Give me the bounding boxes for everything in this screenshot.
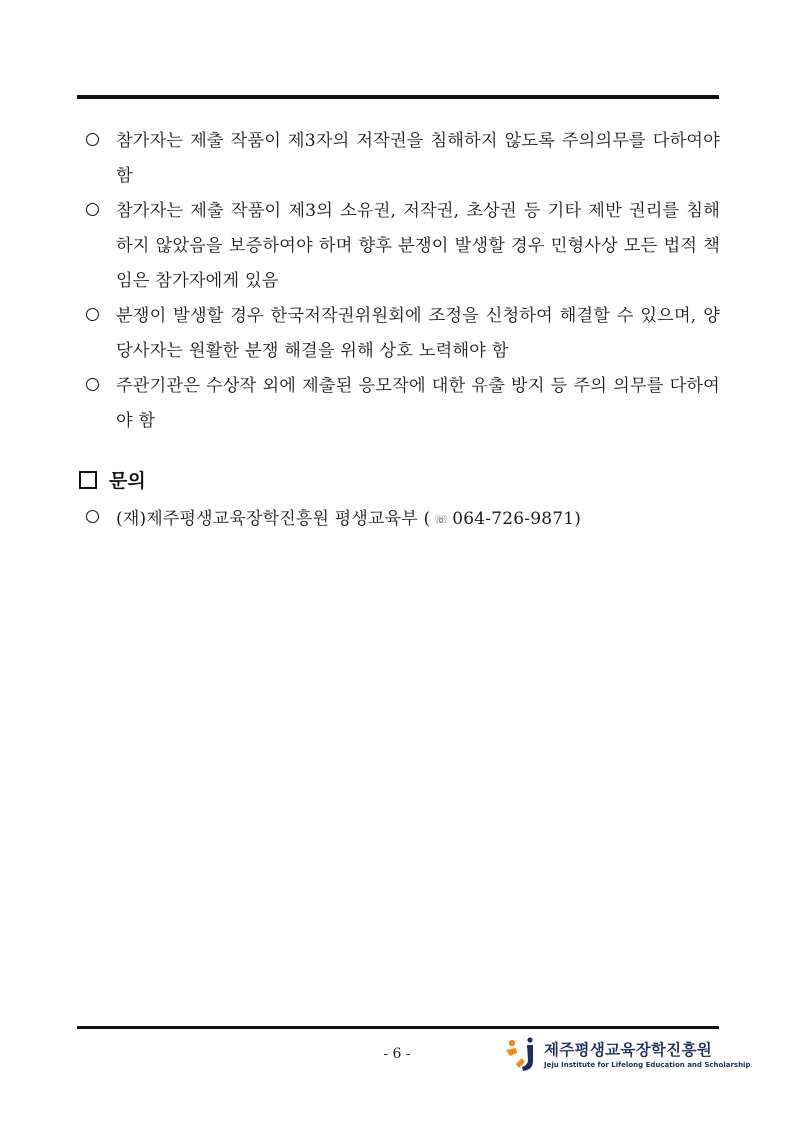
- notice-item: [86, 299, 720, 369]
- notice-list: [86, 124, 720, 439]
- notice-item: [86, 194, 720, 299]
- footer-rule: [77, 1026, 719, 1029]
- notice-text: 참가자는 제출 작품이 제3자의 저작권을 침해하지 않도록 주의의무를 다하여야 함: [116, 131, 720, 186]
- institute-logo: [504, 1034, 750, 1072]
- phone-icon: ☏: [434, 513, 449, 526]
- notice-text: 참가자는 제출 작품이 제3의 소유권, 저작권, 초상권 등 기타 제반 권리를 침해하지 않았음을 보증하여야 하며 향후 분쟁이 발생할 경우 민형사상 모든 법적 책임은 참가자에게 있음: [116, 201, 721, 291]
- circle-bullet-icon: [86, 378, 99, 391]
- institute-logo-icon: [504, 1034, 538, 1072]
- contact-phone: 064-726-9871): [452, 509, 582, 529]
- header-rule: [77, 95, 719, 99]
- logo-subtitle: Jeju Institute for Lifelong Education and Scholarship: [544, 1060, 751, 1069]
- contact-org: (재)제주평생교육장학진흥원 평생교육부 (: [116, 509, 431, 529]
- circle-bullet-icon: [86, 133, 99, 146]
- notice-item: [86, 124, 720, 194]
- notice-text: 주관기관은 수상작 외에 제출된 응모작에 대한 유출 방지 등 주의 의무를 다하여야 함: [116, 376, 720, 431]
- contact-text: [116, 504, 581, 529]
- circle-bullet-icon: [86, 308, 99, 321]
- section-title: 문의: [109, 470, 146, 492]
- page-number: - 6 -: [383, 1046, 411, 1062]
- logo-name: 제주평생교육장학진흥원: [544, 1040, 713, 1059]
- contact-line: [86, 504, 581, 529]
- notice-item: [86, 369, 720, 439]
- square-bullet-icon: [79, 471, 97, 489]
- notice-text: 분쟁이 발생할 경우 한국저작권위원회에 조정을 신청하여 해결할 수 있으며, 양 당사자는 원활한 분쟁 해결을 위해 상호 노력해야 함: [116, 306, 720, 361]
- logo-text: [544, 1038, 750, 1069]
- inquiry-heading: [79, 466, 146, 493]
- circle-bullet-icon: [86, 510, 99, 523]
- circle-bullet-icon: [86, 203, 99, 216]
